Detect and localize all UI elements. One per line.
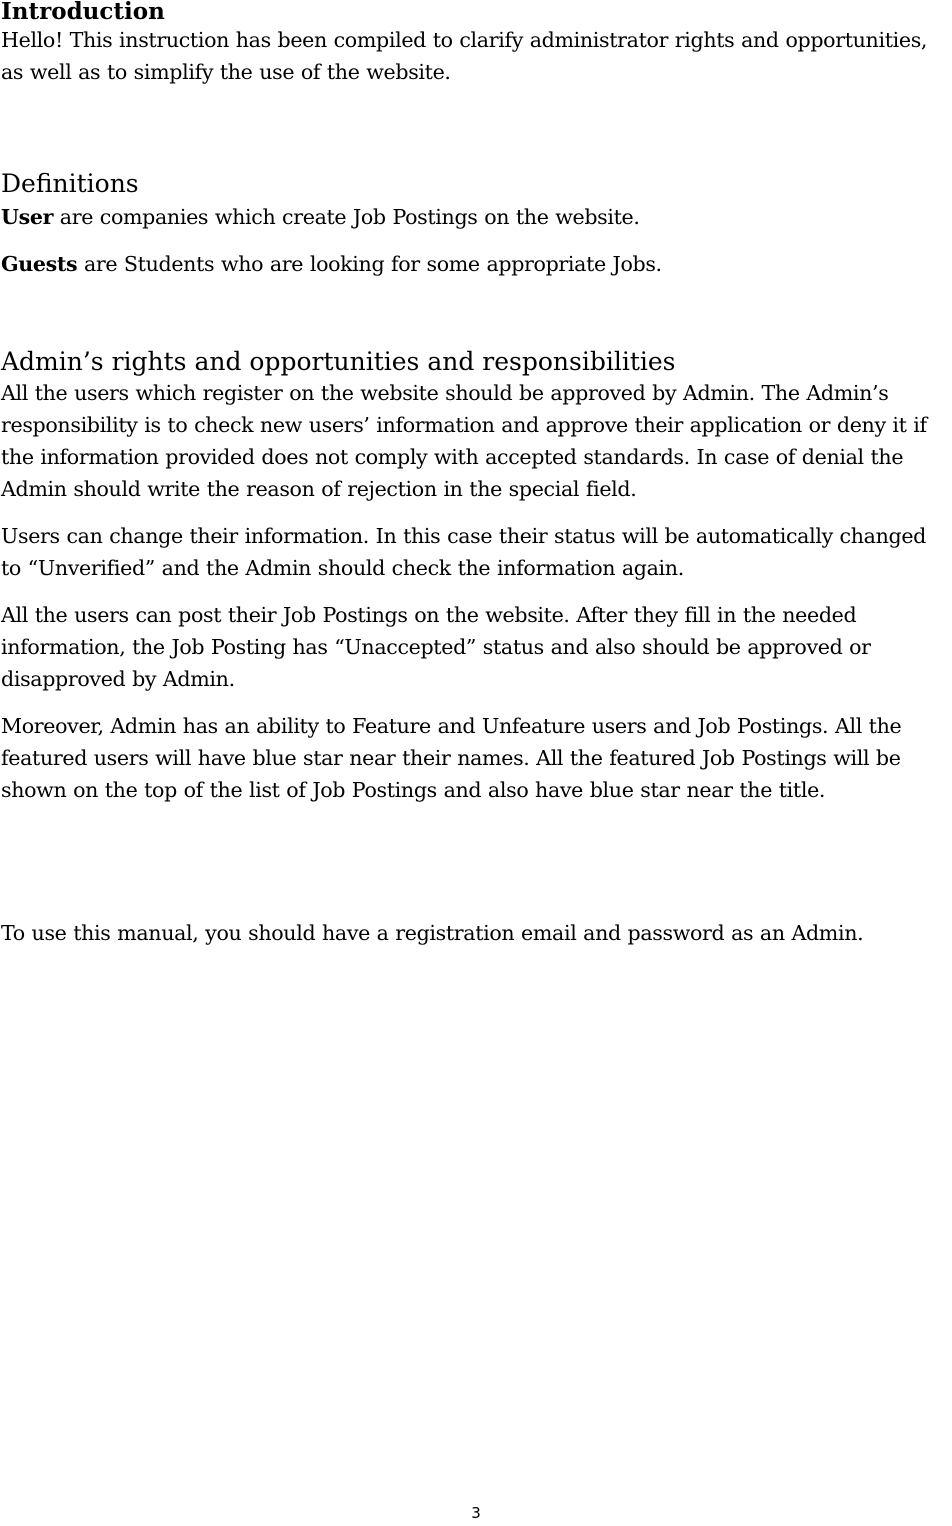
- definition-text: are companies which create Job Postings on the website.: [53, 205, 640, 229]
- definition-text: are Students who are looking for some appropriate Jobs.: [77, 252, 662, 276]
- definition-term: Guests: [1, 252, 78, 276]
- admin-paragraph: All the users can post their Job Postings on the website. After they fill in the needed information, the Job Posting has “Unaccepted” status and also should be approved or disapproved by Admin.: [1, 603, 871, 691]
- definition-guests: [1, 248, 950, 280]
- introduction-paragraph: Hello! This instruction has been compiled to clarify administrator rights and opportunities, as well as to simplify the use of the website.: [1, 28, 928, 84]
- definitions-heading: Definitions: [1, 169, 139, 198]
- page-number: 3: [471, 1504, 481, 1522]
- admin-paragraph: Moreover, Admin has an ability to Feature and Unfeature users and Job Postings. All the featured users will have blue star near their names. All the featured Job Postings will be shown on the top of the list of Job Postings and also have blue star near the title.: [1, 714, 902, 802]
- introduction-heading: Introduction: [1, 0, 165, 25]
- definition-term: User: [1, 205, 54, 229]
- closing-paragraph: To use this manual, you should have a registration email and password as an Admin.: [1, 921, 864, 945]
- definition-user: [1, 201, 950, 233]
- admin-paragraph: Users can change their information. In this case their status will be automatically changed to “Unverified” and the Admin should check the information again.: [1, 524, 927, 580]
- admin-rights-heading: Admin’s rights and opportunities and responsibilities: [1, 347, 676, 376]
- admin-paragraph: All the users which register on the website should be approved by Admin. The Admin’s responsibility is to check new users’ information and approve their application or deny it if the information provided does not comply with accepted standards. In case of denial the Admin should write the reason of rejection in the special field.: [1, 381, 927, 501]
